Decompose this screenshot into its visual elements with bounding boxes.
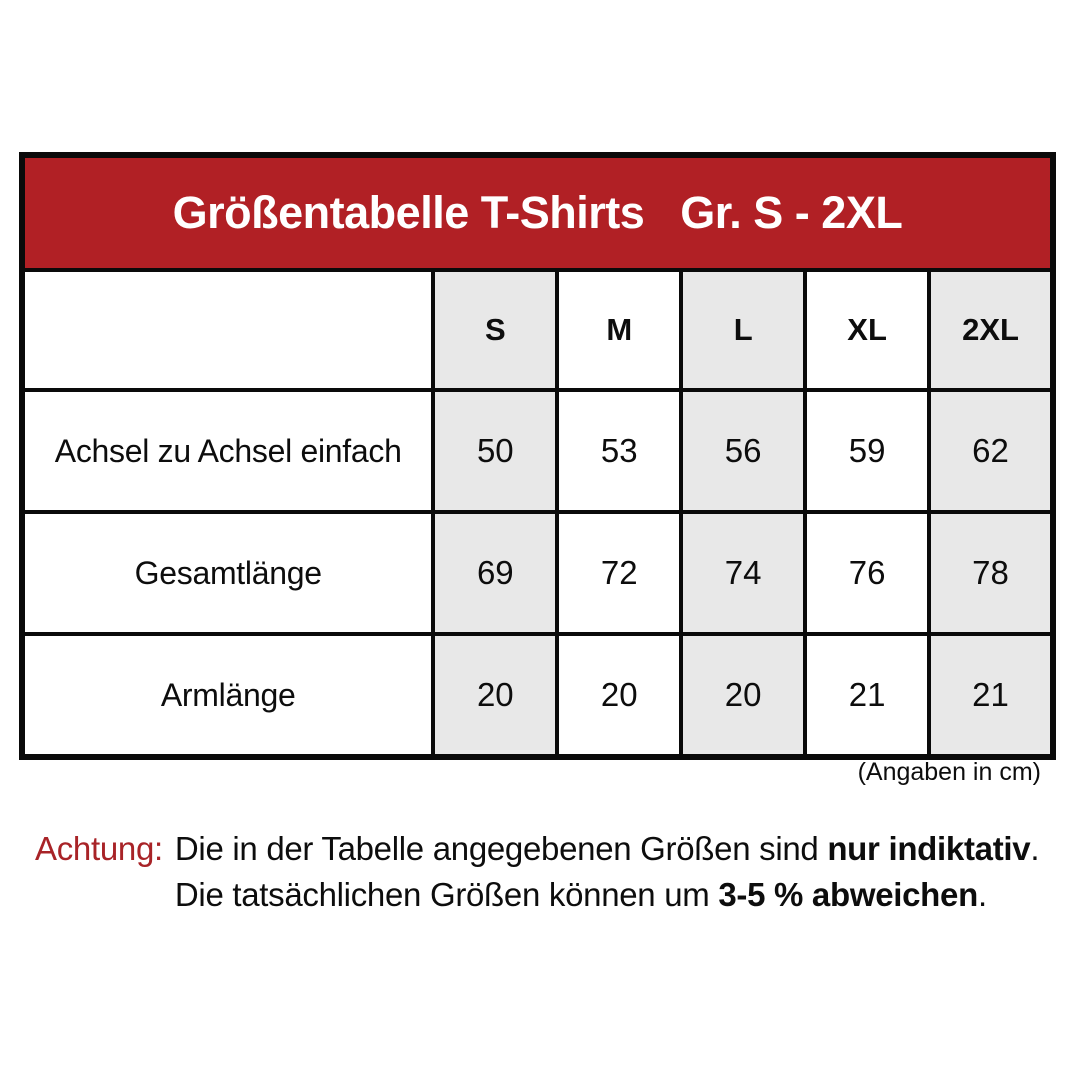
cell-value: 21 bbox=[929, 634, 1053, 757]
notice-line-2: Die tatsächlichen Größen können um 3-5 % abweichen. bbox=[174, 876, 987, 913]
notice-text bbox=[175, 826, 1039, 918]
cell-value: 56 bbox=[681, 390, 805, 512]
unit-note: (Angaben in cm) bbox=[857, 758, 1041, 786]
table-row-gesamtlaenge bbox=[22, 512, 1053, 634]
cell-value: 20 bbox=[557, 634, 681, 757]
row-label: Achsel zu Achsel einfach bbox=[22, 390, 433, 512]
size-table bbox=[19, 152, 1056, 760]
table-row-achsel bbox=[22, 390, 1053, 512]
header-size-xl: XL bbox=[805, 270, 929, 390]
notice-label: Achtung: bbox=[35, 830, 163, 867]
row-label: Armlänge bbox=[22, 634, 433, 757]
cell-value: 74 bbox=[681, 512, 805, 634]
notice-line-1: Die in der Tabelle angegebenen Größen sind nur indiktativ. bbox=[174, 830, 1040, 867]
cell-value: 53 bbox=[557, 390, 681, 512]
cell-value: 59 bbox=[805, 390, 929, 512]
title-band bbox=[22, 155, 1053, 270]
cell-value: 21 bbox=[805, 634, 929, 757]
cell-value: 78 bbox=[929, 512, 1053, 634]
cell-value: 20 bbox=[433, 634, 557, 757]
header-size-l: L bbox=[681, 270, 805, 390]
row-label: Gesamtlänge bbox=[22, 512, 433, 634]
title-band-row bbox=[22, 155, 1053, 270]
table-title: Größentabelle T-Shirts Gr. S - 2XL bbox=[172, 187, 903, 238]
header-size-s: S bbox=[433, 270, 557, 390]
cell-value: 72 bbox=[557, 512, 681, 634]
header-size-2xl: 2XL bbox=[929, 270, 1053, 390]
cell-value: 76 bbox=[805, 512, 929, 634]
notice-block bbox=[35, 826, 1039, 918]
size-table-container bbox=[19, 152, 1056, 760]
cell-value: 69 bbox=[433, 512, 557, 634]
table-row-armlaenge bbox=[22, 634, 1053, 757]
cell-value: 62 bbox=[929, 390, 1053, 512]
cell-value: 50 bbox=[433, 390, 557, 512]
size-header-row bbox=[22, 270, 1053, 390]
header-size-m: M bbox=[557, 270, 681, 390]
header-empty-cell bbox=[22, 270, 433, 390]
cell-value: 20 bbox=[681, 634, 805, 757]
